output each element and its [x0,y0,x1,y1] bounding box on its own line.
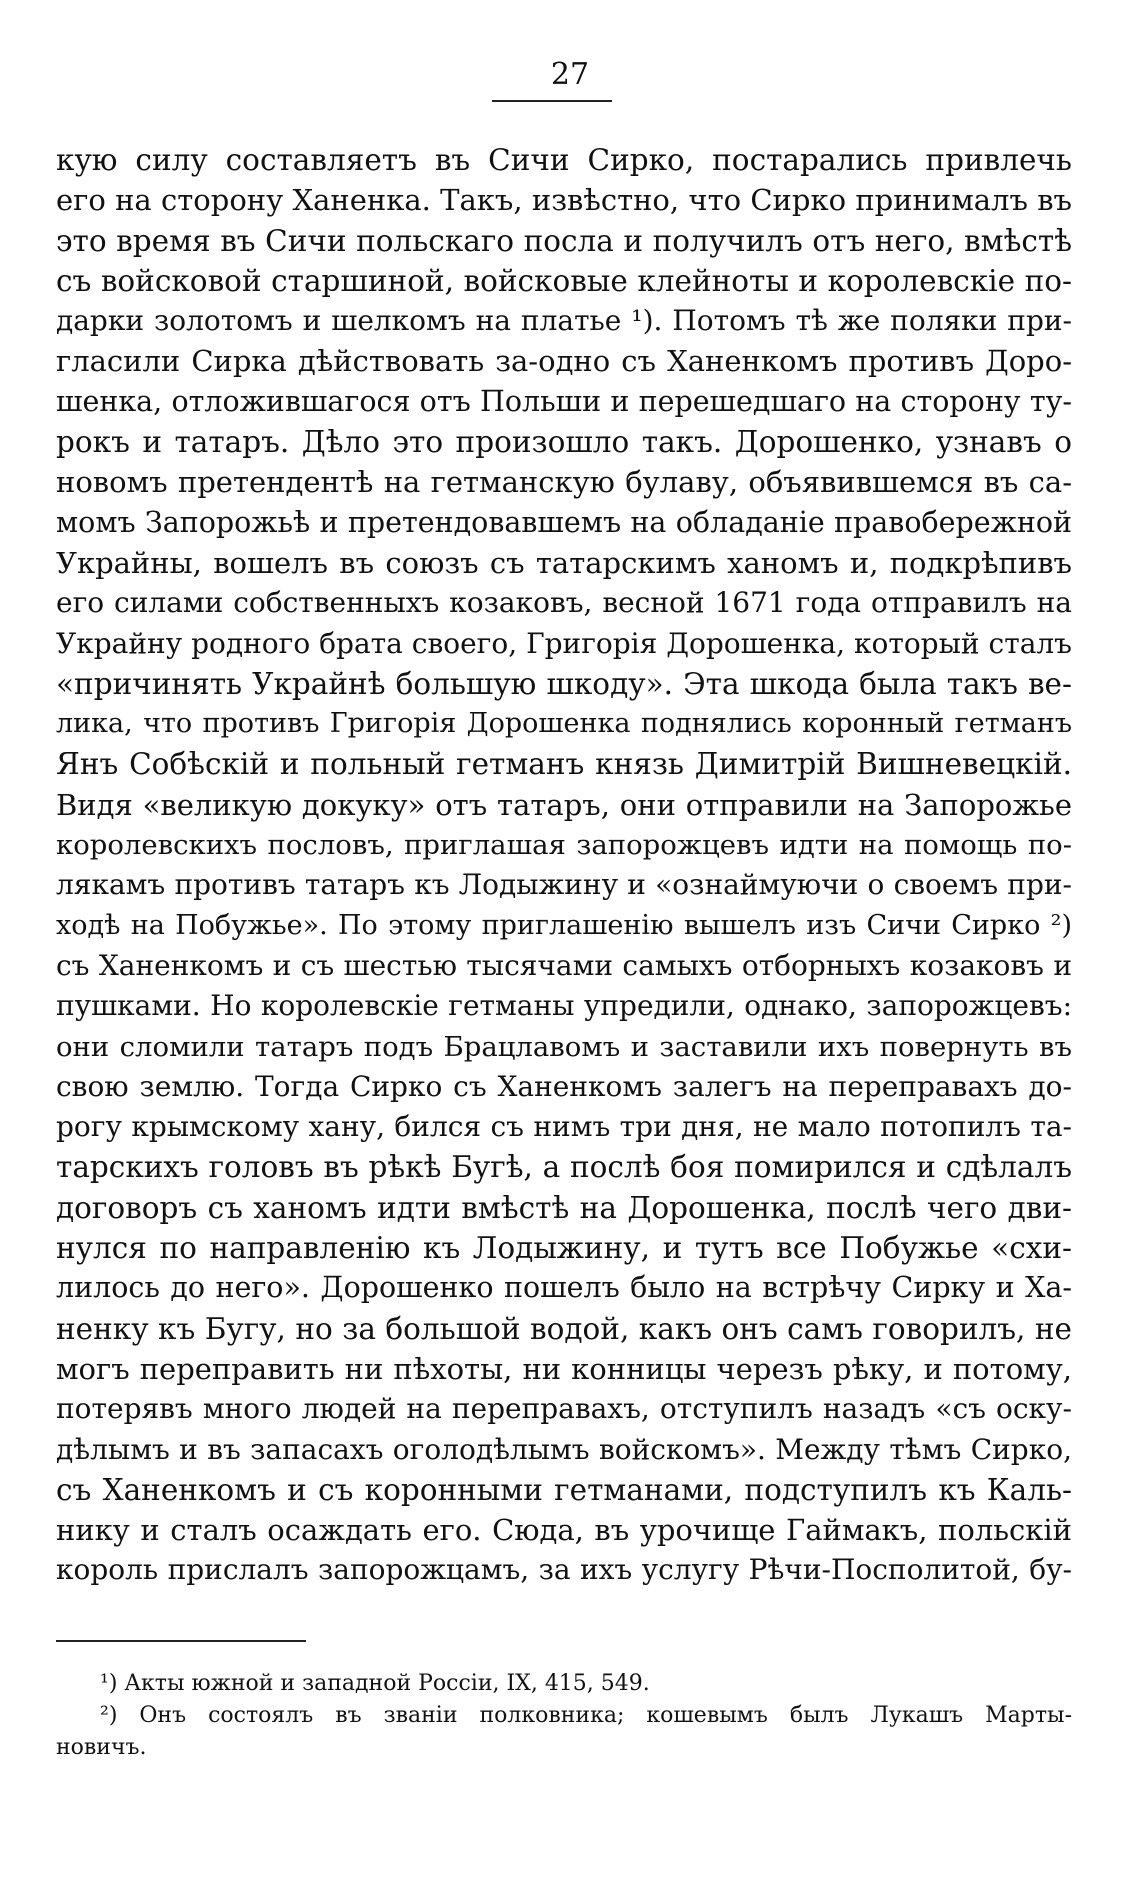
text-line: его силами собственныхъ козаковъ, весной 1671 года отправилъ на [56,586,1072,620]
footnote-2: ²) Онъ состоялъ въ званіи полковника; кошевымъ былъ Лукашъ Марты- [100,1703,1072,1728]
text-line: пушками. Но королевскіе гетманы упредили, однако, запорожцевъ: [56,989,1072,1023]
text-line: его на сторону Ханенка. Такъ, извѣстно, что Сирко принималъ въ [56,183,1072,218]
text-line: это время въ Сичи польскаго посла и получилъ отъ него, вмѣстѣ [56,223,1072,258]
text-line: лякамъ противъ татаръ къ Лодыжину и «ознаймуючи о своемъ при- [56,868,1072,902]
text-line: Украйну родного брата своего, Григорія Дорошенка, который сталъ [56,626,1072,660]
text-line: лилось до него». Дорошенко пошелъ было на встрѣчу Сирку и Ха- [56,1271,1072,1305]
text-line: дарки золотомъ и шелкомъ на платье ¹). Потомъ тѣ же поляки при- [56,304,1072,338]
page-number-rule [492,100,612,102]
text-line: могъ переправить ни пѣхоты, ни конницы черезъ рѣку, и потому, [56,1351,1072,1386]
footnotes [56,1668,1072,1764]
text-line: рокъ и татаръ. Дѣло это произошло такъ. Дорошенко, узнавъ о [56,425,1072,460]
text-line: тарскихъ головъ въ рѣкѣ Бугѣ, а послѣ боя помирился и сдѣлалъ [56,1150,1072,1185]
body-text [56,140,1072,1591]
page-number-text: 27 [550,57,590,92]
text-line: рогу крымскому хану, бился съ нимъ три дня, не мало потопилъ та- [56,1110,1072,1144]
text-line: они сломили татаръ подъ Брацлавомъ и заставили ихъ повернуть въ [56,1030,1072,1063]
text-line: момъ Запорожьѣ и претендовавшемъ на обладаніе правобережной [56,505,1072,539]
footnote-rule [56,1640,306,1642]
text-line: ненку къ Бугу, но за большой водой, какъ онъ самъ говорилъ, не [56,1311,1072,1346]
text-line: Видя «великую докуку» отъ татаръ, они отправили на Запорожье [56,787,1072,822]
text-line: гласили Сирка дѣйствовать за-одно съ Ханенкомъ противъ Доро- [56,344,1072,379]
text-line: король прислалъ запорожцамъ, за ихъ услугу Рѣчи-Посполитой, бу- [56,1553,1072,1587]
text-line: нику и сталъ осаждать его. Сюда, въ урочище Гаймакъ, польскій [56,1513,1072,1548]
text-line: королевскихъ пословъ, приглашая запорожцевъ идти на помощь по- [56,829,1072,862]
footnote-2-continuation: новичъ. [56,1735,147,1760]
text-line: кую силу составляетъ въ Сичи Сирко, постарались привлечь [56,143,1072,177]
text-line: потерявъ много людей на переправахъ, отступилъ назадъ «съ оску- [56,1392,1072,1426]
text-line: съ Ханенкомъ и съ коронными гетманами, подступилъ къ Каль- [56,1472,1072,1507]
text-line: нулся по направленію къ Лодыжину, и тутъ все Побужье «схи- [56,1231,1072,1266]
text-line: ходѣ на Побужье». По этому приглашенію вышелъ изъ Сичи Сирко ²) [56,909,1072,941]
text-line: лика, что противъ Григорія Дорошенка поднялись коронный гетманъ [56,708,1072,740]
text-line: свою землю. Тогда Сирко съ Ханенкомъ залегъ на переправахъ до- [56,1069,1072,1103]
text-line: дѣлымъ и въ запасахъ оголодѣлымъ войскомъ». Между тѣмъ Сирко, [56,1432,1072,1466]
text-line: договоръ съ ханомъ идти вмѣстѣ на Дорошенка, послѣ чего дви- [56,1190,1072,1225]
footnote-1: ¹) Акты южной и западной Россіи, IX, 415, 549. [100,1671,650,1696]
text-line: шенка, отложившагося отъ Польши и перешедшаго на сторону ту- [56,384,1072,418]
text-line: новомъ претендентѣ на гетманскую булаву, объявившемся въ са- [56,465,1072,500]
page-number [0,58,1140,92]
text-line: «причинять Украйнѣ большую шкоду». Эта шкода была такъ ве- [56,666,1072,701]
text-line: Украйны, вошелъ въ союзъ съ татарскимъ ханомъ и, подкрѣпивъ [56,545,1072,580]
text-line: Янъ Собѣскій и польный гетманъ князь Димитрій Вишневецкій. [56,747,1072,782]
text-line: съ Ханенкомъ и съ шестью тысячами самыхъ отборныхъ козаковъ и [56,948,1072,982]
text-line: съ войсковой старшиной, войсковые клейноты и королевскіе по- [56,263,1072,298]
